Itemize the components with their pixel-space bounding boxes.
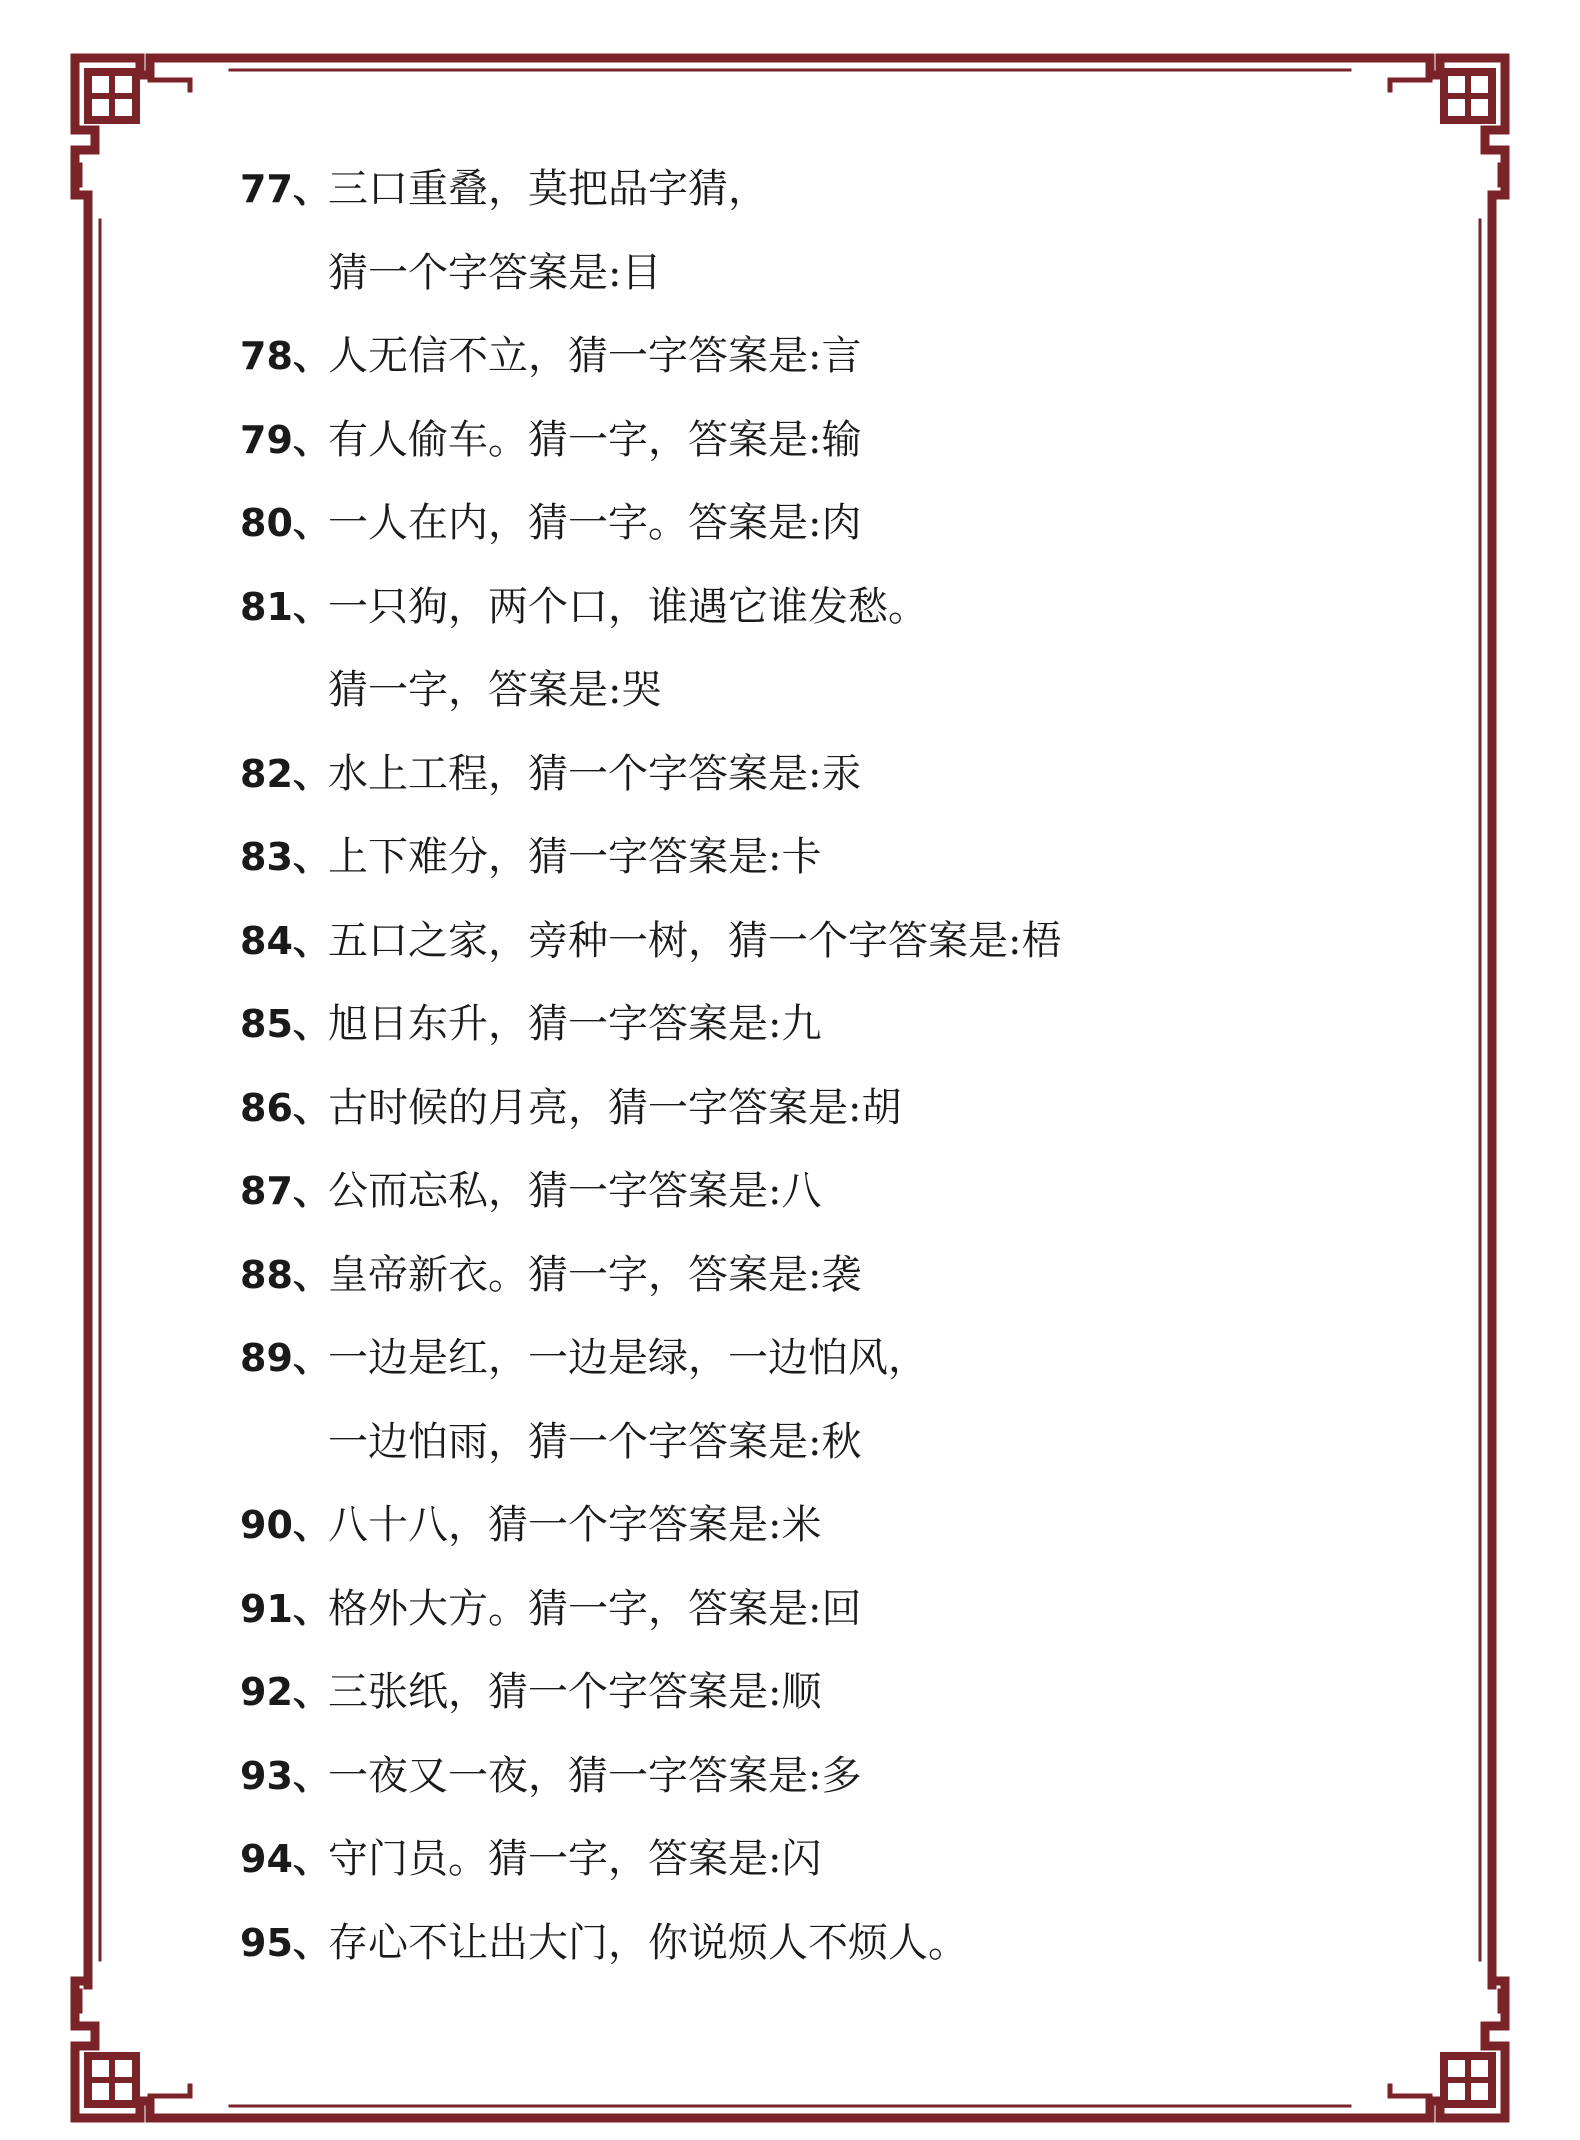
- riddle-number: 89、: [240, 1336, 331, 1380]
- riddle-line: [240, 315, 1360, 399]
- riddle-text: 一边怕雨，猜一个字答案是:秋: [328, 1418, 862, 1465]
- riddle-line: [240, 1484, 1360, 1568]
- riddle-number: 92、: [240, 1670, 331, 1714]
- riddle-line: [240, 983, 1360, 1067]
- riddle-text: 人无信不立，猜一字答案是:言: [328, 333, 862, 379]
- riddle-line: [240, 900, 1360, 984]
- riddle-text: 古时候的月亮，猜一字答案是:胡: [328, 1084, 902, 1131]
- riddle-line: [240, 816, 1360, 900]
- riddle-line: [240, 1401, 1360, 1485]
- riddle-text: 存心不让出大门，你说烦人不烦人。: [328, 1919, 968, 1966]
- riddle-line: [240, 1150, 1360, 1234]
- riddle-text: 一人在内，猜一字。答案是:肉: [328, 500, 862, 546]
- riddle-text: 水上工程，猜一个字答案是:汞: [328, 750, 862, 797]
- riddle-line: [240, 1067, 1360, 1151]
- riddle-number: 93、: [240, 1753, 331, 1798]
- riddle-number: 80、: [240, 501, 331, 545]
- riddle-line: [240, 566, 1360, 650]
- riddle-text: 一边是红，一边是绿，一边怕风，: [328, 1335, 928, 1381]
- riddle-number: 78、: [240, 334, 331, 378]
- riddle-text: 有人偷车。猜一字，答案是:输: [328, 416, 862, 463]
- riddle-text: 五口之家，旁种一树，猜一个字答案是:梧: [328, 917, 1062, 964]
- riddle-line: [240, 649, 1360, 733]
- riddle-line: [240, 482, 1360, 566]
- riddle-list: [240, 148, 1360, 1985]
- riddle-line: [240, 148, 1360, 232]
- riddle-text: 猜一字，答案是:哭: [328, 667, 662, 713]
- riddle-text: 八十八，猜一个字答案是:米: [328, 1502, 822, 1548]
- riddle-number: 90、: [240, 1503, 331, 1547]
- riddle-line: [240, 1317, 1360, 1401]
- riddle-number: 82、: [240, 751, 331, 796]
- riddle-text: 皇帝新衣。猜一字，答案是:袭: [328, 1251, 862, 1298]
- riddle-line: [240, 733, 1360, 817]
- riddle-number: 77、: [240, 167, 331, 211]
- riddle-line: [240, 399, 1360, 483]
- riddle-text: 三口重叠，莫把品字猜，: [328, 166, 768, 212]
- corner-ornament: [75, 58, 205, 195]
- riddle-line: [240, 1735, 1360, 1819]
- riddle-line: [240, 1234, 1360, 1318]
- riddle-text: 格外大方。猜一字，答案是:回: [328, 1585, 862, 1632]
- riddle-line: [240, 232, 1360, 316]
- riddle-number: 88、: [240, 1252, 331, 1297]
- riddle-line: [240, 1818, 1360, 1902]
- riddle-text: 一只狗，两个口，谁遇它谁发愁。: [328, 583, 928, 630]
- riddle-number: 83、: [240, 835, 331, 879]
- riddle-number: 84、: [240, 918, 331, 963]
- riddle-text: 公而忘私，猜一字答案是:八: [328, 1168, 822, 1214]
- riddle-number: 85、: [240, 1002, 331, 1046]
- riddle-line: [240, 1568, 1360, 1652]
- riddle-number: 81、: [240, 584, 331, 629]
- riddle-number: 95、: [240, 1920, 331, 1965]
- riddle-number: 87、: [240, 1169, 331, 1213]
- riddle-number: 79、: [240, 417, 331, 462]
- riddle-text: 一夜又一夜，猜一字答案是:多: [328, 1752, 862, 1799]
- riddle-text: 旭日东升，猜一字答案是:九: [328, 1001, 822, 1047]
- riddle-line: [240, 1902, 1360, 1986]
- riddle-text: 守门员。猜一字，答案是:闪: [328, 1836, 822, 1882]
- riddle-text: 猜一个字答案是:目: [328, 249, 662, 296]
- riddle-text: 上下难分，猜一字答案是:卡: [328, 834, 822, 880]
- riddle-number: 86、: [240, 1085, 331, 1130]
- riddle-number: 91、: [240, 1586, 331, 1631]
- riddle-line: [240, 1651, 1360, 1735]
- riddle-number: 94、: [240, 1837, 331, 1881]
- riddle-text: 三张纸，猜一个字答案是:顺: [328, 1669, 822, 1715]
